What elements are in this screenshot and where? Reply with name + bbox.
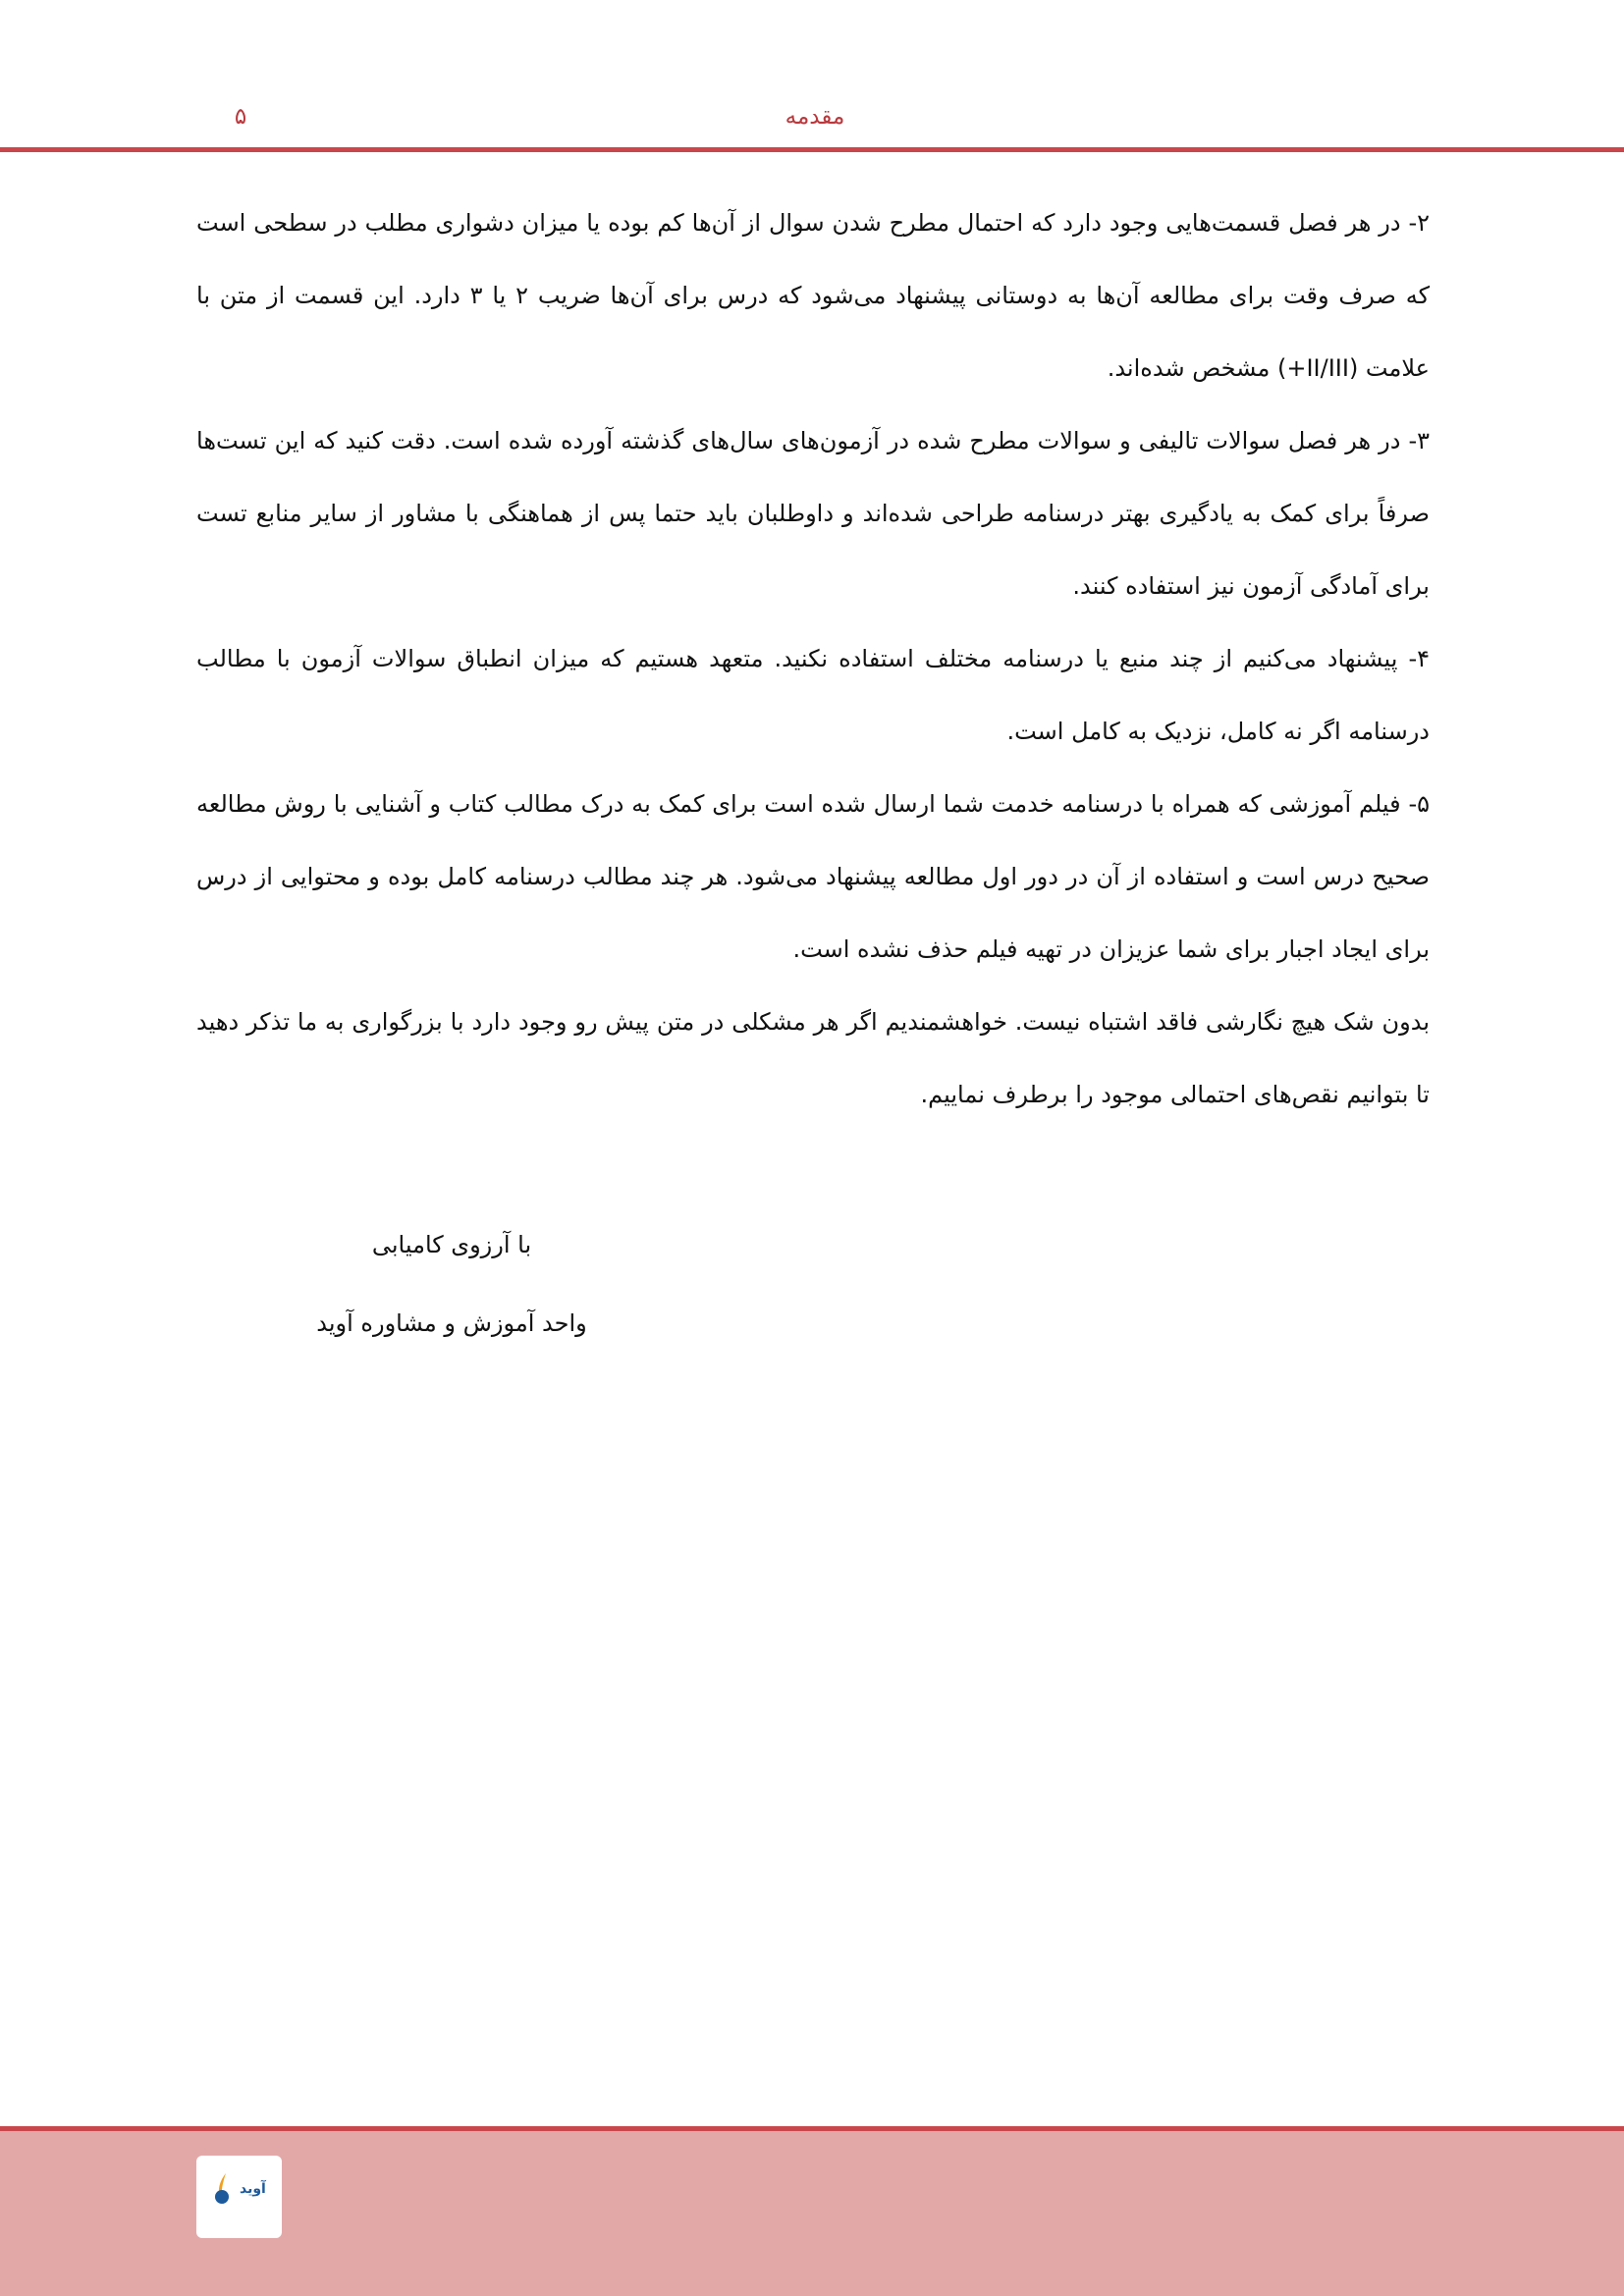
closing-paragraph: بدون شک هیچ نگارشی فاقد اشتباه نیست. خواهشمندیم اگر هر مشکلی در متن پیش رو وجود دارد با بزرگواری به ما تذکر دهید تا بتوانیم نقص‌های احتمالی موجود را برطرف نماییم. xyxy=(196,1008,1430,1108)
page-header xyxy=(0,0,1624,152)
paragraph-2: ۲- در هر فصل قسمت‌هایی وجود دارد که احتمال مطرح شدن سوال از آن‌ها کم بوده یا میزان دشواری مطلب در سطحی است که صرف وقت برای مطالعه آن‌ها به دوستانی پیشنهاد می‌شود که درس برای آن‌ها ضریب ۲ یا ۳ دارد. این قسمت از متن با علامت (II/III+) مشخص شده‌اند. xyxy=(196,209,1431,382)
signature-block xyxy=(265,1205,638,1362)
body-text xyxy=(196,187,1430,1131)
signature-wish: با آرزوی کامیابی xyxy=(371,1231,532,1258)
paragraph-3: ۳- در هر فصل سوالات تالیفی و سوالات مطرح شده در آزمون‌های سال‌های گذشته آورده شده است. دقت کنید که این تست‌ها صرفاً برای کمک به یادگیری بهتر درسنامه طراحی شده‌اند و داوطلبان باید حتما پس از هماهنگی با مشاور از سایر منابع تست برای آمادگی آزمون نیز استفاده کنند. xyxy=(196,427,1430,600)
avid-logo-icon xyxy=(208,2169,244,2209)
avid-logo xyxy=(196,2156,282,2238)
logo-wordmark: آوید xyxy=(240,2181,266,2197)
paragraph-5: ۵- فیلم آموزشی که همراه با درسنامه خدمت شما ارسال شده است برای کمک به درک مطالب کتاب و آشنایی با روش مطالعه صحیح درس است و استفاده از آن در دور اول مطالعه پیشنهاد می‌شود. هر چند مطالب درسنامه کامل بوده و محتوایی از درس برای ایجاد اجبار برای شما عزیزان در تهیه فیلم حذف نشده است. xyxy=(196,790,1430,963)
chapter-title: مقدمه xyxy=(785,104,845,130)
footer-divider xyxy=(0,2126,1624,2131)
paragraph-4: ۴- پیشنهاد می‌کنیم از چند منبع یا درسنامه مختلف استفاده نکنید. متعهد هستیم که میزان انطباق سوالات آزمون با مطالب درسنامه اگر نه کامل، نزدیک به کامل است. xyxy=(196,645,1430,745)
header-divider xyxy=(0,147,1624,152)
signature-org: واحد آموزش و مشاوره آوید xyxy=(316,1309,587,1337)
page-number: ۵ xyxy=(234,104,247,130)
